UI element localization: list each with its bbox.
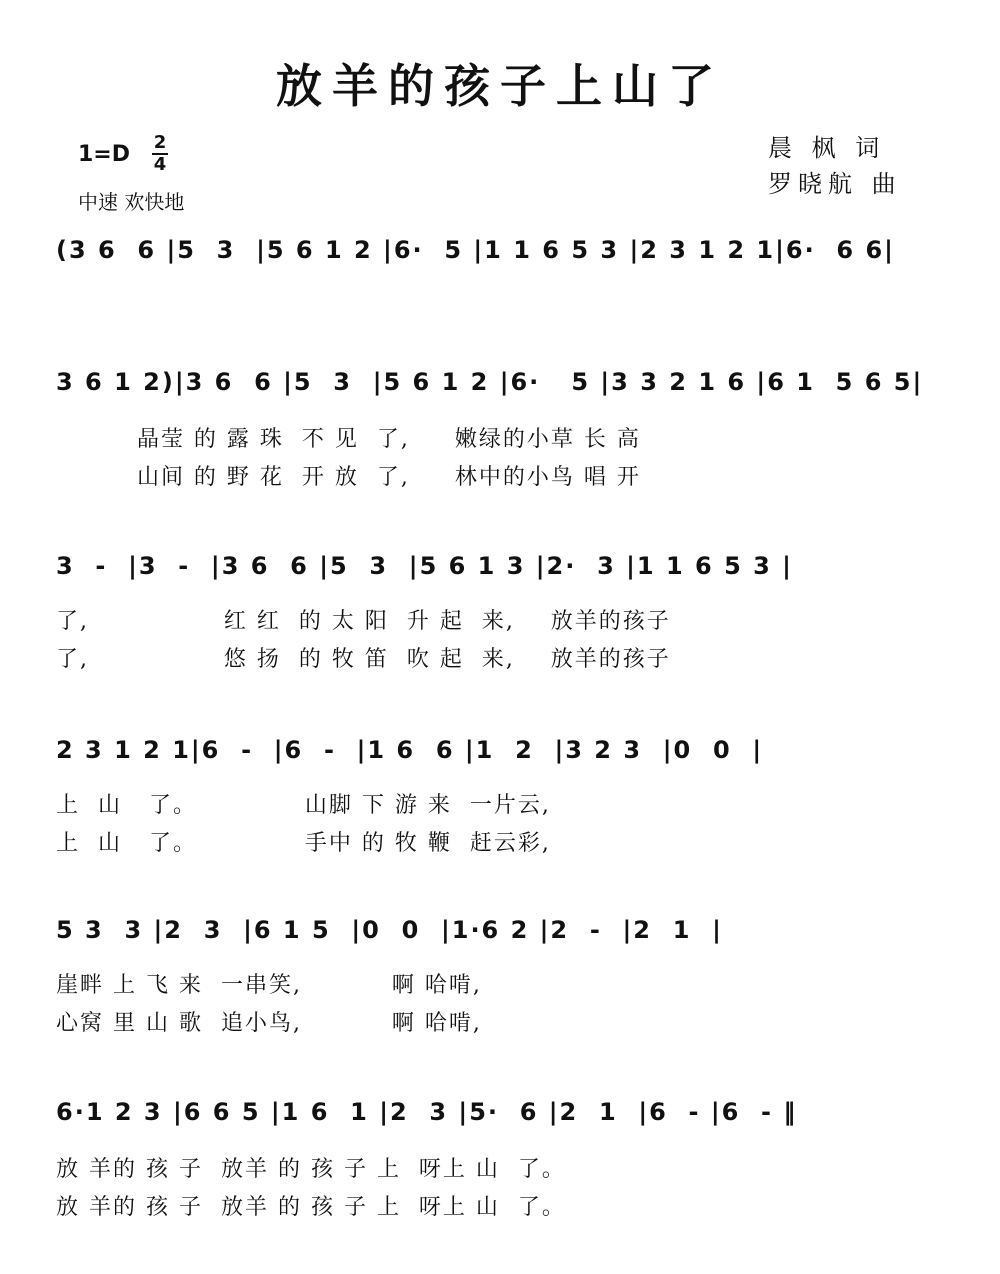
notes-row-6: 6·1 2 3 |6 6 5 |1 6 1 |2 3 |5· 6 |2 1 |6 - |6 - ‖ [56,1098,798,1126]
notes-row-2: 3 6 1 2)|3 6 6 |5 3 |5 6 1 2 |6· 5 |3 3 2 1 6 |6 1 5 6 5| [56,368,924,396]
lyricist-credit: 晨 枫 词 [768,134,886,162]
lyrics-row-4-verse-2: 上 山 了。 手中 的 牧 鞭 赶云彩, [56,831,551,856]
notes-row-3: 3 - |3 - |3 6 6 |5 3 |5 6 1 3 |2· 3 |1 1 6 5 3 | [56,552,793,580]
time-signature-bottom: 4 [153,154,167,175]
time-signature [152,134,168,174]
tempo-marking: 中速 欢快地 [78,190,185,214]
key-signature: 1=D [78,142,131,167]
notes-row-5: 5 3 3 |2 3 |6 1 5 |0 0 |1·6 2 |2 - |2 1 | [56,916,723,944]
lyrics-row-3-verse-1: 了, 红 红 的 太 阳 升 起 来, 放羊的孩子 [56,609,671,634]
notes-row-1: (3 6 6 |5 3 |5 6 1 2 |6· 5 |1 1 6 5 3 |2 3 1 2 1|6· 6 6| [56,236,895,264]
lyrics-row-2-verse-2: 山间 的 野 花 开 放 了, 林中的小鸟 唱 开 [56,465,641,490]
lyrics-row-2-verse-1: 晶莹 的 露 珠 不 见 了, 嫩绿的小草 长 高 [56,427,641,452]
composer-credit: 罗晓航 曲 [768,170,902,198]
lyrics-row-4-verse-1: 上 山 了。 山脚 下 游 来 一片云, [56,793,551,818]
lyrics-row-3-verse-2: 了, 悠 扬 的 牧 笛 吹 起 来, 放羊的孩子 [56,647,671,672]
lyrics-row-5-verse-2: 心窝 里 山 歌 追小鸟, 啊 哈啃, [56,1011,482,1036]
lyrics-row-5-verse-1: 崖畔 上 飞 来 一串笑, 啊 哈啃, [56,973,482,998]
lyrics-row-6-verse-2: 放 羊的 孩 子 放羊 的 孩 子 上 呀上 山 了。 [56,1195,566,1220]
lyrics-row-6-verse-1: 放 羊的 孩 子 放羊 的 孩 子 上 呀上 山 了。 [56,1157,566,1182]
time-signature-top: 2 [153,132,167,153]
notes-row-4: 2 3 1 2 1|6 - |6 - |1 6 6 |1 2 |3 2 3 |0 0 | [56,736,764,764]
song-title: 放羊的孩子上山了 [276,59,724,113]
